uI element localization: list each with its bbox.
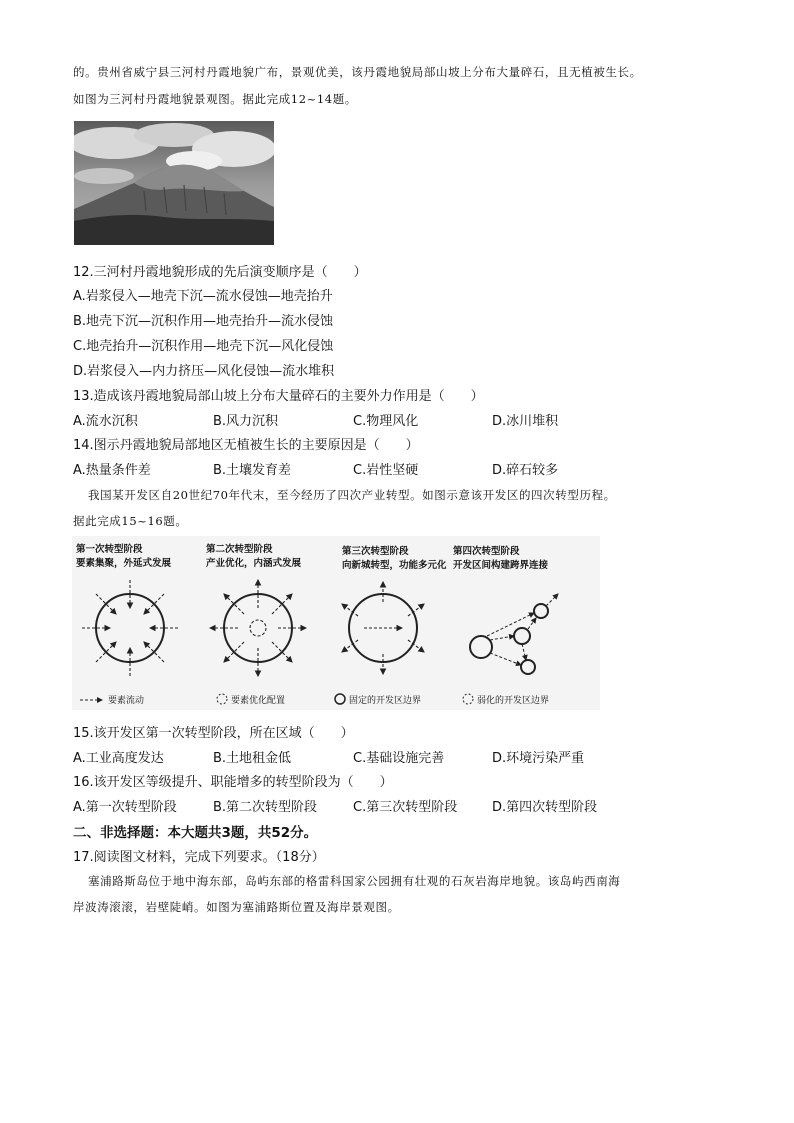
q16-option-a[interactable]: A.第一次转型阶段 xyxy=(73,800,177,815)
q16-option-b[interactable]: B.第二次转型阶段 xyxy=(213,800,318,815)
q16-option-d[interactable]: D.第四次转型阶段 xyxy=(492,800,598,815)
stage1-subtitle: 要素集聚，外延式发展 xyxy=(76,558,172,569)
q13-option-d[interactable]: D.冰川堆积 xyxy=(492,414,559,429)
section2-heading: 二、非选择题：本大题共3题，共52分。 xyxy=(73,825,318,841)
q13-option-b[interactable]: B.风力沉积 xyxy=(213,414,279,429)
q13-option-c[interactable]: C.物理风化 xyxy=(353,414,419,429)
material2-line-1: 我国某开发区自20世纪70年代末，至今经历了四次产业转型。如图示意该开发区的四次转型历程。 xyxy=(88,488,616,502)
q14-option-d[interactable]: D.碎石较多 xyxy=(492,463,559,478)
legend-flow: 要素流动 xyxy=(108,696,145,706)
intro-line-2: 如图为三河村丹霞地貌景观图。据此完成12~14题。 xyxy=(73,92,357,106)
q14-option-c[interactable]: C.岩性坚硬 xyxy=(353,463,419,478)
stage4-subtitle: 开发区间构建跨界连接 xyxy=(453,560,549,571)
q16-stem: 16.该开发区等级提升、职能增多的转型阶段为（ ） xyxy=(73,775,393,790)
legend-optimize: 要素优化配置 xyxy=(231,696,286,706)
q13-options xyxy=(73,410,733,428)
q12-option-a[interactable]: A.岩浆侵入—地壳下沉—流水侵蚀—地壳抬升 xyxy=(73,289,333,304)
q17-stem: 17.阅读图文材料，完成下列要求。（18分） xyxy=(73,850,325,865)
q13-stem: 13.造成该丹霞地貌局部山坡上分布大量碎石的主要外力作用是（ ） xyxy=(73,389,484,404)
q16-options xyxy=(73,796,733,814)
danxia-landscape-photo xyxy=(74,121,274,245)
intro-line-1: 的。贵州省威宁县三河村丹霞地貌广布，景观优美，该丹霞地貌局部山坡上分布大量碎石，且无植被生长。 xyxy=(73,65,642,79)
q17-material-line-1: 塞浦路斯岛位于地中海东部，岛屿东部的格雷科国家公园拥有壮观的石灰岩海岸地貌。该岛屿西南海 xyxy=(88,874,621,888)
q15-option-c[interactable]: C.基础设施完善 xyxy=(353,751,445,766)
q14-option-a[interactable]: A.热量条件差 xyxy=(73,463,151,478)
q12-option-b[interactable]: B.地壳下沉—沉积作用—地壳抬升—流水侵蚀 xyxy=(73,314,334,329)
stage3-title: 第三次转型阶段 xyxy=(342,546,409,557)
q16-option-c[interactable]: C.第三次转型阶段 xyxy=(353,800,458,815)
q14-options xyxy=(73,459,733,477)
q15-option-a[interactable]: A.工业高度发达 xyxy=(73,751,164,766)
q17-material-line-2: 岸波涛滚滚，岩壁陡峭。如图为塞浦路斯位置及海岸景观图。 xyxy=(73,900,400,914)
legend-fixed: 固定的开发区边界 xyxy=(349,696,422,706)
q14-stem: 14.图示丹霞地貌局部地区无植被生长的主要原因是（ ） xyxy=(73,438,419,453)
q15-stem: 15.该开发区第一次转型阶段，所在区域（ ） xyxy=(73,726,354,741)
q13-option-a[interactable]: A.流水沉积 xyxy=(73,414,138,429)
stage2-title: 第二次转型阶段 xyxy=(206,544,273,555)
stage4-title: 第四次转型阶段 xyxy=(453,546,520,557)
q15-option-d[interactable]: D.环境污染严重 xyxy=(492,751,585,766)
stage2-subtitle: 产业优化，内涵式发展 xyxy=(206,558,302,569)
q15-options xyxy=(73,747,733,765)
stage3-subtitle: 向新城转型，功能多元化 xyxy=(342,560,447,571)
q12-stem: 12.三河村丹霞地貌形成的先后演变顺序是（ ） xyxy=(73,265,367,280)
material2-line-2: 据此完成15~16题。 xyxy=(73,514,188,528)
q15-option-b[interactable]: B.土地租金低 xyxy=(213,751,292,766)
legend-weak: 弱化的开发区边界 xyxy=(477,696,550,706)
q12-option-c[interactable]: C.地壳抬升—沉积作用—地壳下沉—风化侵蚀 xyxy=(73,339,334,354)
q12-option-d[interactable]: D.岩浆侵入—内力挤压—风化侵蚀—流水堆积 xyxy=(73,364,335,379)
q14-option-b[interactable]: B.土壤发育差 xyxy=(213,463,292,478)
stage1-title: 第一次转型阶段 xyxy=(76,544,143,555)
transformation-stages-diagram xyxy=(72,536,600,710)
